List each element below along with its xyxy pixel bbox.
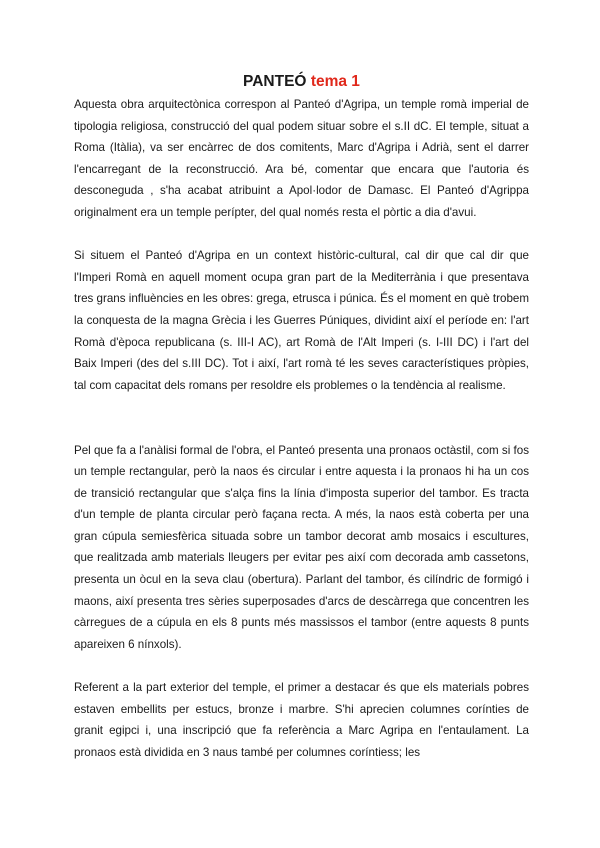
paragraph-formal-analysis: Pel que fa a l'anàlisi formal de l'obra, el Panteó presenta una pronaos octàstil, com si fos un temple rectangular, però la naos és circular i entre aquesta i la pronaos hi ha un cos de transició rectangular que s'alça fins la línia d'imposta superior del tambor. Es tracta d'un temple de planta circular però façana recta. A més, la naos està coberta per una gran cúpula semiesfèrica situada sobre un tambor decorat amb mosaics i escultures, que realitzada amb materials lleugers per evitar pes així com decorada amb cassetons, presenta un òcul en la seva clau (obertura). Parlant del tambor, és cilíndric de formigó i maons, així presenta tres sèries superposades d'arcs de descàrrega que concentren les càrregues de a cúpula en els 8 punts més massissos el tambor (entre aquests 8 punts apareixen 6 nínxols). [74, 443, 529, 651]
paragraph-context: Si situem el Panteó d'Agripa en un context històric-cultural, cal dir que cal dir que l'Imperi Romà en aquell moment ocupa gran part de la Mediterrània i que presentava tres grans influències en les obres: grega, etrusca i púnica. És el moment en què trobem la conquesta de la magna Grècia i les Guerres Púniques, dividint així el període en: l'art Romà d'època republicana (s. III-I AC), art Romà de l'Alt Imperi (s. I-III DC) i l'art del Baix Imperi (des del s.III DC). Tot i així, l'art romà té les seves característiques pròpies, tal com capacitat dels romans per resoldre els problemes o la tendència al realisme. [74, 249, 529, 392]
paragraph-spacer [74, 396, 529, 439]
title-main: PANTEÓ [243, 73, 307, 90]
paragraph-spacer [74, 655, 529, 677]
paragraph-introduction: Aquesta obra arquitectònica correspon al Panteó d'Agripa, un temple romà imperial de tipologia religiosa, construcció del qual podem situar sobre el s.II dC. El temple, situat a Roma (Itàlia), va ser encàrrec de dos comitents, Marc d'Agripa i Adrià, sent el darrer l'encarregant de la reconstrucció. Ara bé, comentar que encara que l'autoria és desconeguda , s'ha acabat atribuint a Apol·lodor de Damasc. El Panteó d'Agrippa originalment era un temple perípter, del qual només resta el pòrtic a dia d'avui. [74, 98, 529, 219]
title-accent: tema 1 [310, 73, 360, 90]
paragraph-exterior: Referent a la part exterior del temple, el primer a destacar és que els materials pobres estaven embellits per estucs, bronze i marbre. S'hi aprecien columnes corínties de granit egipci i, una inscripció que fa referència a Marc Agripa en l'entaulament. La pronaos està dividida en 3 naus també per columnes coríntiess; les [74, 681, 529, 759]
document-title [74, 72, 529, 92]
document-page [74, 72, 529, 763]
paragraph-spacer [74, 224, 529, 246]
